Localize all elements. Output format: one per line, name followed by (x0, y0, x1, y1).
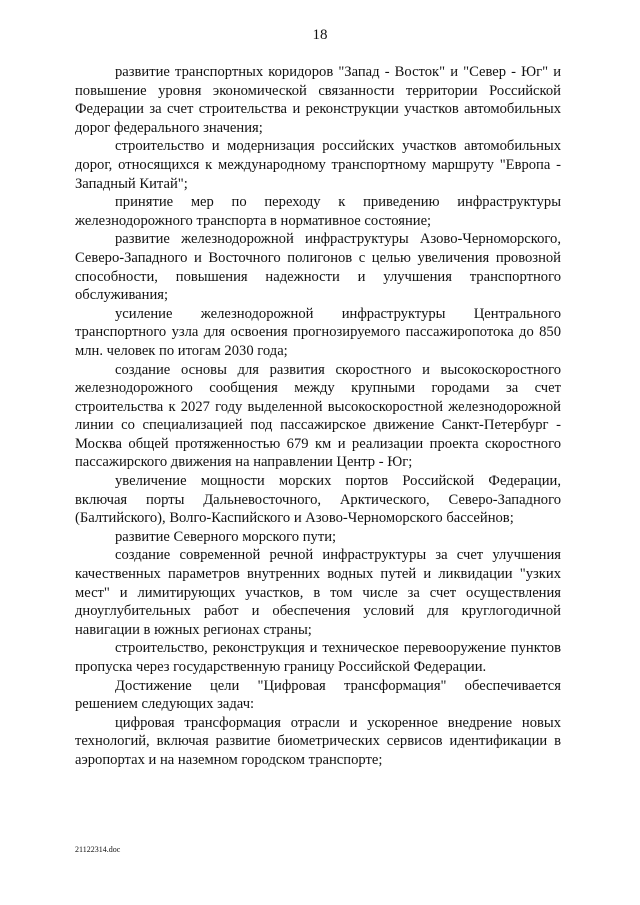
paragraph: увеличение мощности морских портов Российской Федерации, включая порты Дальневосточного, Арктического, Северо-Западного (Балтийского), Волго-Каспийского и Азово-Черноморского бассейнов; (75, 473, 561, 527)
document-body (75, 63, 561, 770)
paragraph: Достижение цели "Цифровая трансформация" обеспечивается решением следующих задач: (75, 677, 561, 713)
page-number: 18 (312, 27, 328, 43)
paragraph: создание современной речной инфраструктуры за счет улучшения качественных параметров внутренних водных путей и ликвидации "узких мест" и лимитирующих участков, в том числе за счет осуществления дноуглубительных работ и обеспечения условий для круглогодичной навигации в южных регионах страны; (75, 547, 561, 638)
paragraph: создание основы для развития скоростного и высокоскоростного железнодорожного сообщения между крупными городами за счет строительства к 2027 году выделенной высокоскоростной железнодорожной линии со специализацией под пассажирское движение Санкт-Петербург - Москва общей протяженностью 679 км и реализации проекта скоростного пассажирского движения на направлении Центр - Юг; (75, 361, 561, 471)
paragraph: принятие мер по переходу к приведению инфраструктуры железнодорожного транспорта в нормативное состояние; (75, 194, 561, 229)
paragraph: развитие Северного морского пути; (115, 528, 337, 545)
paragraph: строительство, реконструкция и техническое перевооружение пунктов пропуска через государственную границу Российской Федерации. (75, 640, 561, 675)
paragraph: усиление железнодорожной инфраструктуры Центрального транспортного узла для освоения прогнозируемого пассажиропотока до 850 млн. человек по итогам 2030 года; (75, 305, 561, 359)
document-filename: 21122314.doc (75, 845, 121, 854)
paragraph: цифровая трансформация отрасли и ускоренное внедрение новых технологий, включая развитие биометрических сервисов идентификации в аэропортах и на наземном городском транспорте; (75, 714, 561, 768)
paragraph: строительство и модернизация российских участков автомобильных дорог, относящихся к международному транспортному маршруту "Европа - Западный Китай"; (75, 138, 561, 192)
paragraph: развитие транспортных коридоров "Запад - Восток" и "Север - Юг" и повышение уровня экономической связанности территории Российской Федерации за счет строительства и реконструкции участков автомобильных дорог федерального значения; (75, 64, 561, 136)
paragraph: развитие железнодорожной инфраструктуры Азово-Черноморского, Северо-Западного и Восточного полигонов с целью увеличения провозной способности, повышения надежности и улучшения транспортного обслуживания; (75, 231, 561, 304)
